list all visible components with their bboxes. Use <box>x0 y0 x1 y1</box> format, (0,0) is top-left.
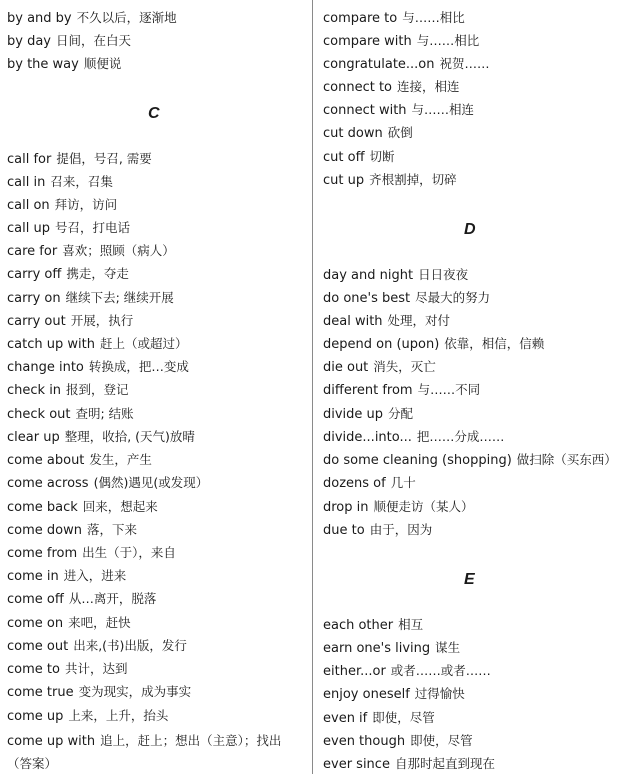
phrase-entry: either...or 或者……或者…… <box>323 663 491 679</box>
phrase-entry: ever since 自那时起直到现在 <box>323 756 495 772</box>
phrase-entry: even though 即使，尽管 <box>323 733 473 749</box>
section-heading-e: E <box>464 571 475 588</box>
phrase-entry: compare to 与……相比 <box>323 10 465 26</box>
phrase-entry: even if 即使，尽管 <box>323 710 435 726</box>
phrase-entry: depend on (upon) 依靠，相信，信赖 <box>323 336 545 352</box>
phrase-entry: compare with 与……相比 <box>323 33 480 49</box>
section-heading-c: C <box>148 105 160 122</box>
phrase-entry: due to 由于，因为 <box>323 522 433 538</box>
phrase-entry: cut off 切断 <box>323 149 395 165</box>
phrase-entry: carry out 开展，执行 <box>7 313 134 329</box>
phrase-entry: earn one's living 谋生 <box>323 640 461 656</box>
phrase-entry: day and night 日日夜夜 <box>323 267 469 283</box>
phrase-entry: check out 查明; 结账 <box>7 406 134 422</box>
phrase-entry: come about 发生，产生 <box>7 452 152 468</box>
phrase-entry: dozens of 几十 <box>323 475 416 491</box>
phrase-entry: come off 从…离开，脱落 <box>7 591 157 607</box>
phrase-entry: come from 出生（于），来自 <box>7 545 176 561</box>
phrase-entry: come in 进入，进来 <box>7 568 127 584</box>
phrase-entry: drop in 顺便走访（某人） <box>323 499 474 515</box>
phrase-entry: do some cleaning (shopping) 做扫除（买东西） <box>323 452 617 468</box>
phrase-entry: cut up 齐根割掉，切碎 <box>323 172 457 188</box>
phrase-entry: connect to 连接，相连 <box>323 79 460 95</box>
phrase-entry: come up with 追上，赶上；想出（主意）；找出（答案） <box>7 733 282 771</box>
phrase-entry: come out 出来,(书)出版，发行 <box>7 638 187 654</box>
phrase-entry: call up 号召，打电话 <box>7 220 130 236</box>
section-heading-d: D <box>464 221 476 238</box>
phrase-entry: do one's best 尽最大的努力 <box>323 290 491 306</box>
phrase-entry: call on 拜访，访问 <box>7 197 118 213</box>
phrase-entry: carry off 携走，夺走 <box>7 266 129 282</box>
phrase-entry: come down 落，下来 <box>7 522 137 538</box>
phrase-entry: come to 共计，达到 <box>7 661 128 677</box>
phrase-entry: come on 来吧，赶快 <box>7 615 131 631</box>
phrase-entry: call for 提倡，号召, 需要 <box>7 151 152 167</box>
phrase-entry: call in 召来，召集 <box>7 174 113 190</box>
phrase-entry: clear up 整理，收拾, (天气)放晴 <box>7 429 195 445</box>
phrase-entry: carry on 继续下去; 继续开展 <box>7 290 174 306</box>
phrase-entry: by the way 顺便说 <box>7 56 122 72</box>
phrase-entry: come true 变为现实，成为事实 <box>7 684 192 700</box>
phrase-entry: enjoy oneself 过得愉快 <box>323 686 465 702</box>
phrase-entry: come up 上来，上升，抬头 <box>7 708 169 724</box>
phrase-entry: different from 与……不同 <box>323 382 481 398</box>
phrase-entry: cut down 砍倒 <box>323 125 413 141</box>
phrase-entry: deal with 处理，对付 <box>323 313 451 329</box>
phrase-entry: die out 消失，灭亡 <box>323 359 436 375</box>
phrase-entry: come across (偶然)遇见(或发现） <box>7 475 209 491</box>
phrase-entry: by day 日间，在白天 <box>7 33 132 49</box>
column-divider <box>312 0 313 774</box>
phrase-entry: by and by 不久以后，逐渐地 <box>7 10 177 26</box>
phrase-entry: change into 转换成，把…变成 <box>7 359 189 375</box>
phrase-entry: congratulate...on 祝贺…… <box>323 56 490 72</box>
phrase-entry: come back 回来，想起来 <box>7 499 158 515</box>
phrase-entry: check in 报到，登记 <box>7 382 129 398</box>
phrase-entry: divide up 分配 <box>323 406 414 422</box>
phrase-entry: divide...into... 把……分成…… <box>323 429 505 445</box>
phrase-entry: catch up with 赶上（或超过） <box>7 336 188 352</box>
phrase-entry: connect with 与……相连 <box>323 102 475 118</box>
phrase-entry: care for 喜欢；照顾（病人） <box>7 243 175 259</box>
phrase-entry: each other 相互 <box>323 617 424 633</box>
